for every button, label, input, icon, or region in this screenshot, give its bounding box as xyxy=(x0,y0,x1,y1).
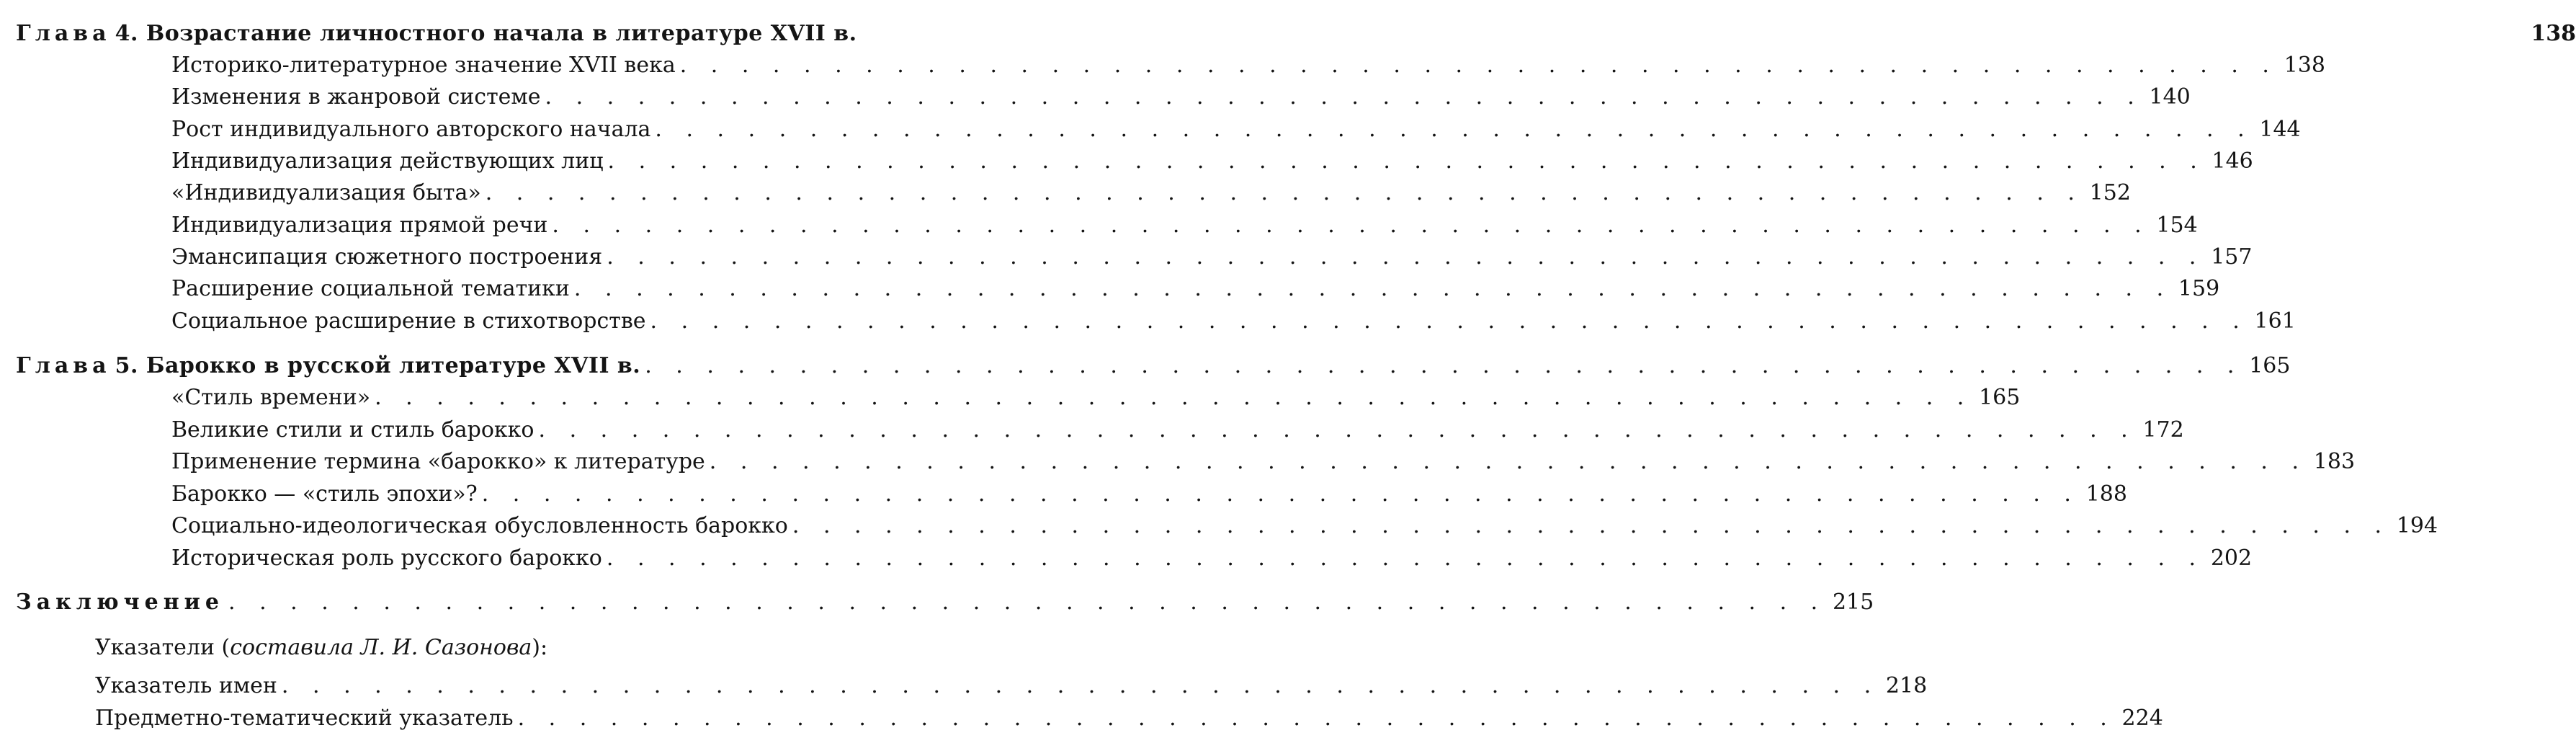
chapter-title: 4. Возрастание личностного начала в литературе XVII в. xyxy=(115,21,857,46)
page-number: 215 xyxy=(1832,590,1874,615)
toc-entry-label: Социальное расширение в стихотворстве xyxy=(171,308,646,334)
toc-entry xyxy=(171,416,2184,445)
toc-entry xyxy=(171,544,2253,573)
dot-leader xyxy=(486,179,2083,208)
toc-entry xyxy=(171,211,2198,240)
page-number: 188 xyxy=(2085,481,2127,507)
toc-entry xyxy=(171,383,2021,412)
dot-leader xyxy=(545,83,2143,112)
page-number: 224 xyxy=(2121,706,2163,731)
toc-entry-label: «Индивидуализация быта» xyxy=(171,180,481,205)
dot-leader xyxy=(680,51,2278,80)
toc-entry-label: Указатель имен xyxy=(95,673,277,698)
dot-leader xyxy=(282,672,1879,701)
toc-entry-label: Индивидуализация действующих лиц xyxy=(171,148,604,174)
page-number: 161 xyxy=(2254,308,2296,334)
dot-leader xyxy=(375,383,1972,412)
toc-entry-label: Историческая роль русского барокко xyxy=(171,546,602,571)
toc-entry xyxy=(171,448,2356,476)
toc-entry xyxy=(171,83,2191,112)
conclusion-label: Заключение xyxy=(16,590,224,615)
toc-entry xyxy=(171,307,2296,336)
chapter-5-heading xyxy=(16,352,2291,381)
page-number: 152 xyxy=(2089,180,2131,205)
dot-leader xyxy=(607,243,2204,272)
dot-leader xyxy=(482,480,2080,509)
dot-leader xyxy=(792,512,2390,541)
toc-entry-label: Расширение социальной тематики xyxy=(171,276,570,301)
dot-leader xyxy=(655,115,2253,144)
toc-entry-label: Великие стили и стиль барокко xyxy=(171,417,535,443)
toc-entry-label: Предметно-тематический указатель xyxy=(95,706,514,731)
dot-leader xyxy=(645,352,2242,381)
toc-entry xyxy=(171,275,2220,303)
indexes-heading-text: Указатели ( xyxy=(95,635,231,660)
indexes-heading xyxy=(95,633,966,662)
toc-entry-label: Рост индивидуального авторского начала xyxy=(171,117,651,142)
toc-entry-label: Социально-идеологическая обусловленность барокко xyxy=(171,513,788,538)
page-number: 172 xyxy=(2142,417,2184,443)
page-number: 165 xyxy=(2249,353,2291,378)
page-number: 194 xyxy=(2396,513,2438,538)
toc-entry-label: Эмансипация сюжетного построения xyxy=(171,244,603,270)
toc-entry-label: Историко-литературное значение XVII века xyxy=(171,53,676,78)
page-number: 183 xyxy=(2313,449,2356,474)
indexes-compiler: составила Л. И. Сазонова xyxy=(230,635,532,660)
dot-leader xyxy=(539,416,2137,445)
page-number: 165 xyxy=(1979,385,2021,410)
chapter-title: 5. Барокко в русской литературе XVII в. xyxy=(115,353,641,378)
page-number: 202 xyxy=(2210,546,2253,571)
page-number: 159 xyxy=(2178,276,2220,301)
dot-leader xyxy=(574,275,2172,303)
page-number: 146 xyxy=(2211,148,2253,174)
chapter-4-heading xyxy=(16,19,2576,48)
dot-leader xyxy=(650,307,2248,336)
dot-leader xyxy=(607,544,2204,573)
toc-entry xyxy=(171,147,2253,176)
toc-entry xyxy=(95,704,2163,733)
toc-entry xyxy=(95,672,1928,701)
page-number: 138 xyxy=(2284,53,2325,78)
page-number: 138 xyxy=(2531,21,2576,46)
toc-entry xyxy=(171,480,2127,509)
page-number: 144 xyxy=(2259,117,2301,142)
conclusion-entry xyxy=(16,588,1874,617)
chapter-prefix: Глава xyxy=(16,21,111,46)
dot-leader xyxy=(710,448,2307,476)
page-number: 157 xyxy=(2211,244,2253,270)
toc-entry xyxy=(171,512,2438,541)
toc-entry-label: Барокко — «стиль эпохи»? xyxy=(171,481,478,507)
toc-entry-label: Применение термина «барокко» к литературе xyxy=(171,449,705,474)
toc-entry-label: Индивидуализация прямой речи xyxy=(171,213,548,238)
page-number: 218 xyxy=(1885,673,1928,698)
toc-entry-label: «Стиль времени» xyxy=(171,385,371,410)
toc-entry xyxy=(171,51,2325,80)
dot-leader xyxy=(608,147,2206,176)
dot-leader xyxy=(228,588,1826,617)
chapter-prefix: Глава xyxy=(16,353,111,378)
toc-entry xyxy=(171,115,2301,144)
toc-entry xyxy=(171,179,2131,208)
dot-leader xyxy=(518,704,2116,733)
toc-entry xyxy=(171,243,2253,272)
page-number: 140 xyxy=(2149,84,2191,110)
indexes-heading-end: ): xyxy=(532,635,548,660)
dot-leader xyxy=(552,211,2150,240)
page-number: 154 xyxy=(2156,213,2198,238)
toc-entry-label: Изменения в жанровой системе xyxy=(171,84,541,110)
